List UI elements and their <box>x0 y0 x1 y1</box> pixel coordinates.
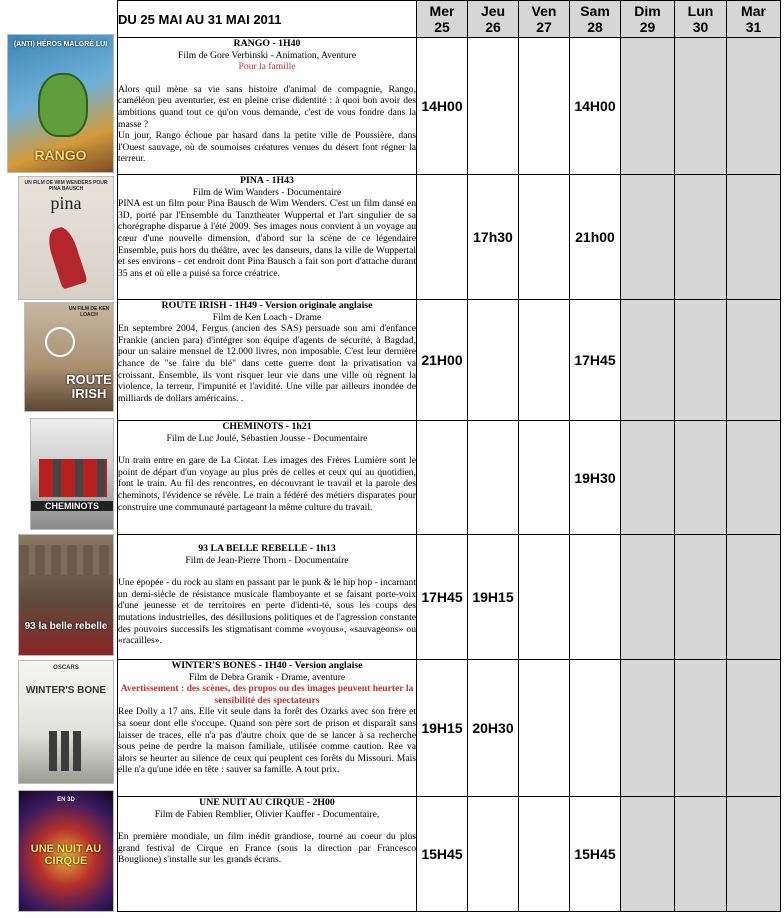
showtime-cell: 21h00 <box>570 175 621 300</box>
showtime-cell <box>570 535 621 660</box>
film-row-winters-bone <box>118 660 781 797</box>
showtime-cell: 15H45 <box>417 797 468 912</box>
showtime-cell <box>519 175 570 300</box>
day-name: Jeu <box>480 3 506 19</box>
day-number: 26 <box>485 19 501 35</box>
film-row-rango <box>118 38 781 175</box>
showtime-cell <box>675 38 727 175</box>
film-synopsis: Un train entre en gare de La Ciotat. Les images des Frères Lumière sont le point de départ d'un voyage au plus près de celles et ceux qui au quotidien, font le train. Au fil des rencontres, en découvrant le travail et la parole des cheminots, l'évidence se révèle. Le train a fédéré des métiers disparates pour construire une communauté partageant la même culture du travail. <box>118 455 416 513</box>
showtime-cell <box>727 38 781 175</box>
showtime-cell <box>675 175 727 300</box>
showtime-cell <box>417 175 468 300</box>
showtime-cell <box>621 797 675 912</box>
showtime-cell <box>468 797 519 912</box>
showtime-cell <box>621 38 675 175</box>
film-audience-note: Pour la famille <box>238 61 296 73</box>
film-description <box>118 660 417 797</box>
showtime-cell: 19H15 <box>468 535 519 660</box>
showtime-cell <box>519 535 570 660</box>
poster-93-label: 93 la belle rebelle <box>24 621 108 632</box>
poster-route-irish-label: ROUTE IRISH <box>66 372 112 401</box>
showtime-cell <box>727 660 781 797</box>
poster-93-belle-rebelle <box>18 534 114 656</box>
poster-rango <box>7 34 114 173</box>
film-synopsis: Ree Dolly a 17 ans. Elle vit seule dans la forêt des Ozarks avec son frère et sa soeur dont elle s'occupe. Quand son père sort de prison et disparaît sans laisser de traces, elle n'a pas d'autre choix que de se lancer à sa recherche sous peine de perdre la maison familiale, utilisée comme caution. Ree va alors se heurter au silence de ceux qui peuplent ces forêts du Missouri. Mais elle n'a qu'une idée en tête : sauver sa famille. A tout prix. <box>118 706 416 776</box>
showtime-cell <box>519 421 570 535</box>
showtime-cell <box>675 300 727 421</box>
dancer-figure <box>44 224 87 289</box>
day-name: Mar <box>741 3 766 19</box>
posters-column <box>0 0 117 918</box>
poster-cirque-label: UNE NUIT AU CIRQUE <box>30 843 102 867</box>
poster-winters-bone-label: WINTER'S BONE <box>25 685 107 696</box>
showtime-cell <box>621 175 675 300</box>
crosshair-icon <box>45 327 75 357</box>
workers-figures <box>39 459 107 497</box>
film-description <box>118 300 417 421</box>
film-title: WINTER'S BONES - 1H40 - Version anglaise <box>171 660 363 671</box>
poster-pina-tagline: UN FILM DE WIM WENDERS POUR PINA BAUSCH <box>24 180 108 192</box>
day-header-sun <box>621 1 675 38</box>
day-name: Lun <box>687 3 714 19</box>
showtime-cell <box>621 421 675 535</box>
showtime-cell <box>727 300 781 421</box>
film-synopsis: PINA est un film pour Pina Bausch de Wim Wenders. C'est un film dansé en 3D, porté par l'Ensemble du Tanztheater Wuppertal et l'art singulier de sa chorégraphe disparue à l'été 2009. Ses images nous convient à un voyage au cœur d'une nouvelle dimension, d'abord sur la scène de ce légendaire Ensemble, puis hors du théâtre, avec les danseurs, dans la ville de Wuppertal et ses environs - cet endroit dont Pina Bausch a fait son port d'attache durant 35 ans et où elle a puisé sa force créatrice. <box>118 198 416 279</box>
showtime-cell <box>519 797 570 912</box>
day-number: 27 <box>536 19 552 35</box>
chameleon-figure <box>38 73 88 137</box>
day-header-fri <box>519 1 570 38</box>
film-title: 93 LA BELLE REBELLE - 1h13 <box>198 543 336 554</box>
film-title: PINA - 1H43 <box>240 175 294 186</box>
poster-winters-bone <box>18 660 114 784</box>
day-name: Mer <box>429 3 455 19</box>
day-number: 28 <box>587 19 603 35</box>
showtime-cell <box>727 797 781 912</box>
film-credit: Film de Jean-Pierre Thorn - Documentaire <box>185 554 349 566</box>
showtime-cell <box>727 175 781 300</box>
showtime-cell <box>468 421 519 535</box>
film-description <box>118 535 417 660</box>
showtime-cell: 14H00 <box>570 38 621 175</box>
showtime-cell <box>570 660 621 797</box>
poster-cheminots-label: CHEMINOTS <box>31 501 113 511</box>
poster-route-irish-tagline: UN FILM DE KEN LOACH <box>68 306 110 318</box>
showtime-cell: 14H00 <box>417 38 468 175</box>
film-description <box>118 38 417 175</box>
showtime-cell <box>621 300 675 421</box>
showtime-cell <box>519 300 570 421</box>
film-credit: Film de Fabien Remblier, Olivier Kauffer - Documentaire, <box>154 808 380 820</box>
film-credit: Film de Gore Verbinski - Animation, Aventure <box>178 49 356 61</box>
day-name: Ven <box>531 3 557 19</box>
poster-rango-label: RANGO <box>34 147 87 163</box>
day-name: Sam <box>580 3 610 19</box>
showtime-cell <box>468 300 519 421</box>
poster-nuit-au-cirque <box>18 790 114 912</box>
day-number: 29 <box>639 19 656 35</box>
poster-pina-label: pina <box>50 193 82 213</box>
showtime-cell <box>675 535 727 660</box>
schedule-table <box>117 0 781 912</box>
showtime-cell <box>675 660 727 797</box>
showtime-cell <box>468 38 519 175</box>
film-row-route-irish <box>118 300 781 421</box>
period-title: DU 25 MAI AU 31 MAI 2011 <box>118 1 417 38</box>
film-row-93-belle-rebelle <box>118 535 781 660</box>
showtime-cell <box>675 421 727 535</box>
showtime-cell: 17h30 <box>468 175 519 300</box>
film-description <box>118 797 417 912</box>
day-name: Dim <box>634 3 661 19</box>
film-credit: Film de Ken Loach - Drame <box>212 311 322 323</box>
day-number: 30 <box>692 19 709 35</box>
showtime-cell: 17H45 <box>570 300 621 421</box>
film-title: ROUTE IRISH - 1H49 - Version originale anglaise <box>161 300 373 311</box>
film-synopsis: En première mondiale, un film inédit grandiose, tourné au coeur du plus grand festival de Cirque en France (sous la direction par Francesco Bouglione) s'installe sur les grands écrans. <box>118 831 416 866</box>
film-row-cheminots <box>118 421 781 535</box>
children-figures <box>49 731 85 771</box>
film-credit: Film de Wim Wanders - Documentaire <box>192 186 342 198</box>
city-skyline <box>19 545 114 575</box>
film-synopsis: En septembre 2004, Fergus (ancien des SAS) persuade son ami d'enfance Frankie (ancien para) d'intégrer son équipe d'agents de sécurité, à Bagdad, pour un salaire mensuel de 12.000 livres, non imposable. C'est leur dernière chance de "se faire du blé" dans cette guerre dont la privatisation va croissant. Ensemble, ils vont risquer leur vie dans une ville où règnent la violence, la terreur, l'impunité et l'avidité. Une ville par ailleurs inondée de milliards de dollars américains. . <box>118 323 416 404</box>
film-credit: Film de Debra Granik - Drame, aventure <box>188 671 346 683</box>
day-header-mon <box>675 1 727 38</box>
film-row-pina <box>118 175 781 300</box>
film-title: UNE NUIT AU CIRQUE - 2H00 <box>199 797 335 808</box>
film-synopsis: Une épopée - du rock au slam en passant par le punk & le hip hop - incarnant un demi-siècle de résistance musicale flamboyante et se faisant porte-voix d'une jeunesse et de territoires en perte d'identi-té, sous les coups des mutations industrielles, des désillusions politiques et de l'agression constante des pouvoirs successifs les stigmatisant comme «voyous», «sauvageons» ou «racailles». <box>118 577 416 647</box>
showtime-cell: 21H00 <box>417 300 468 421</box>
film-description <box>118 175 417 300</box>
film-synopsis-2: Un jour, Rango échoue par hasard dans la petite ville de Poussière, dans l'Ouest sauvage, où de soumoises créatures venues du désert font régner la terreur. <box>118 130 416 165</box>
showtime-cell: 17H45 <box>417 535 468 660</box>
film-title: RANGO - 1H40 <box>233 38 301 49</box>
poster-rango-tagline: (ANTI) HÉROS MALGRÉ LUI <box>13 41 108 48</box>
showtime-cell <box>417 421 468 535</box>
showtime-cell <box>519 38 570 175</box>
film-title: CHEMINOTS - 1h21 <box>222 421 312 432</box>
poster-winters-bone-tagline: OSCARS <box>53 665 79 671</box>
film-warning: Avertissement : des scènes, des propos ou des images peuvent heurter la sensibilité des spectateurs <box>120 683 414 706</box>
film-description <box>118 421 417 535</box>
showtime-cell <box>675 797 727 912</box>
poster-cheminots <box>30 418 114 530</box>
showtime-cell <box>727 421 781 535</box>
poster-pina <box>18 176 114 300</box>
showtime-cell: 19H30 <box>570 421 621 535</box>
day-header-tue <box>727 1 781 38</box>
poster-cirque-tagline: EN 3D <box>57 797 75 803</box>
showtime-cell <box>519 660 570 797</box>
showtime-cell <box>727 535 781 660</box>
day-header-sat <box>570 1 621 38</box>
showtime-cell: 20H30 <box>468 660 519 797</box>
showtime-cell: 19H15 <box>417 660 468 797</box>
poster-route-irish <box>24 302 114 412</box>
day-number: 31 <box>745 19 762 35</box>
header-row <box>118 1 781 38</box>
film-row-nuit-au-cirque <box>118 797 781 912</box>
day-header-thu <box>468 1 519 38</box>
showtime-cell: 15H45 <box>570 797 621 912</box>
film-synopsis: Alors quil mène sa vie sans histoire d'animal de compagnie, Rango, caméléon peu aventurier, est en pleine crise didentité : à quoi bon avoir des ambitions quand tout ce qu'on vous demande, c'est de vous fondre dans la masse ? <box>118 83 416 130</box>
showtime-cell <box>621 535 675 660</box>
day-number: 25 <box>434 19 450 35</box>
film-credit: Film de Luc Joulé, Sébastien Jousse - Documentaire <box>166 432 368 444</box>
day-header-wed <box>417 1 468 38</box>
showtime-cell <box>621 660 675 797</box>
